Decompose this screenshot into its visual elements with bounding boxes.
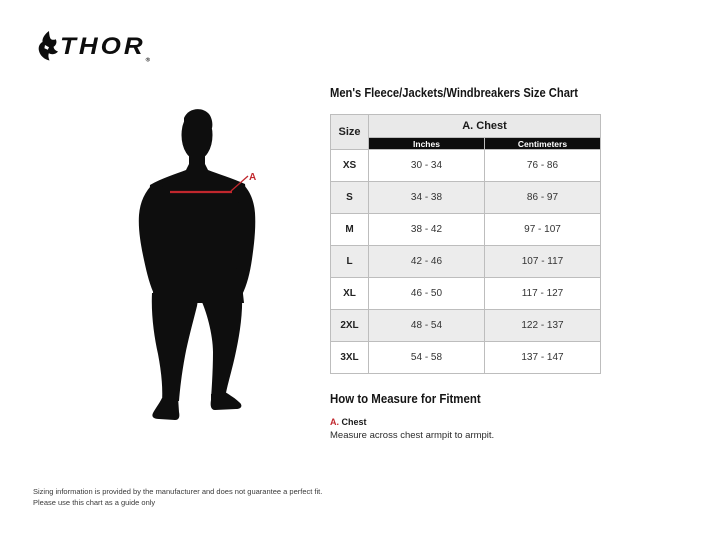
- size-cell: XL: [331, 278, 369, 310]
- table-header-row: [331, 115, 601, 138]
- body-silhouette-figure: [118, 88, 300, 430]
- size-cell: XS: [331, 150, 369, 182]
- size-cell: M: [331, 214, 369, 246]
- table-row: [331, 150, 601, 182]
- table-unit-row: [331, 138, 601, 150]
- centimeters-cell: 97 - 107: [485, 214, 601, 246]
- measure-item-label: Chest: [341, 417, 367, 427]
- size-cell: 2XL: [331, 310, 369, 342]
- table-row: [331, 214, 601, 246]
- thor-ram-icon: [36, 30, 60, 64]
- size-chart-table: [330, 114, 601, 374]
- measure-item-title: [330, 417, 610, 427]
- measure-item-description: Measure across chest armpit to armpit.: [330, 430, 495, 441]
- chest-marker-label: A: [249, 172, 257, 183]
- size-cell: 3XL: [331, 342, 369, 374]
- chest-group-header: A. Chest: [369, 115, 601, 138]
- measure-item-chest: [330, 417, 610, 441]
- size-cell: S: [331, 182, 369, 214]
- brand-logo: [36, 30, 150, 80]
- centimeters-cell: 76 - 86: [485, 150, 601, 182]
- inches-cell: 46 - 50: [369, 278, 485, 310]
- table-row: [331, 310, 601, 342]
- centimeters-cell: 117 - 127: [485, 278, 601, 310]
- inches-unit-header: Inches: [369, 138, 485, 150]
- brand-name: [60, 30, 150, 76]
- inches-cell: 42 - 46: [369, 246, 485, 278]
- inches-cell: 38 - 42: [369, 214, 485, 246]
- table-row: [331, 246, 601, 278]
- size-cell: L: [331, 246, 369, 278]
- size-column-header: Size: [331, 115, 369, 150]
- table-row: [331, 182, 601, 214]
- disclaimer-line-2: Please use this chart as a guide only: [33, 498, 156, 507]
- centimeters-unit-header: Centimeters: [485, 138, 601, 150]
- table-row: [331, 342, 601, 374]
- measure-guide-heading: How to Measure for Fitment: [330, 391, 481, 406]
- disclaimer-line-1: Sizing information is provided by the manufacturer and does not guarantee a perfect fit.: [33, 487, 323, 496]
- inches-cell: 34 - 38: [369, 182, 485, 214]
- measure-item-key: A.: [330, 417, 339, 427]
- table-row: [331, 278, 601, 310]
- centimeters-cell: 137 - 147: [485, 342, 601, 374]
- brand-name-text: THOR: [60, 31, 146, 60]
- inches-cell: 48 - 54: [369, 310, 485, 342]
- inches-cell: 30 - 34: [369, 150, 485, 182]
- size-chart-title: Men's Fleece/Jackets/Windbreakers Size Chart: [330, 85, 579, 100]
- centimeters-cell: 122 - 137: [485, 310, 601, 342]
- centimeters-cell: 86 - 97: [485, 182, 601, 214]
- registered-mark: ®: [145, 57, 151, 64]
- measure-guide-section: [330, 391, 610, 441]
- centimeters-cell: 107 - 117: [485, 246, 601, 278]
- disclaimer-text: [33, 486, 322, 508]
- man-silhouette: [139, 109, 255, 420]
- inches-cell: 54 - 58: [369, 342, 485, 374]
